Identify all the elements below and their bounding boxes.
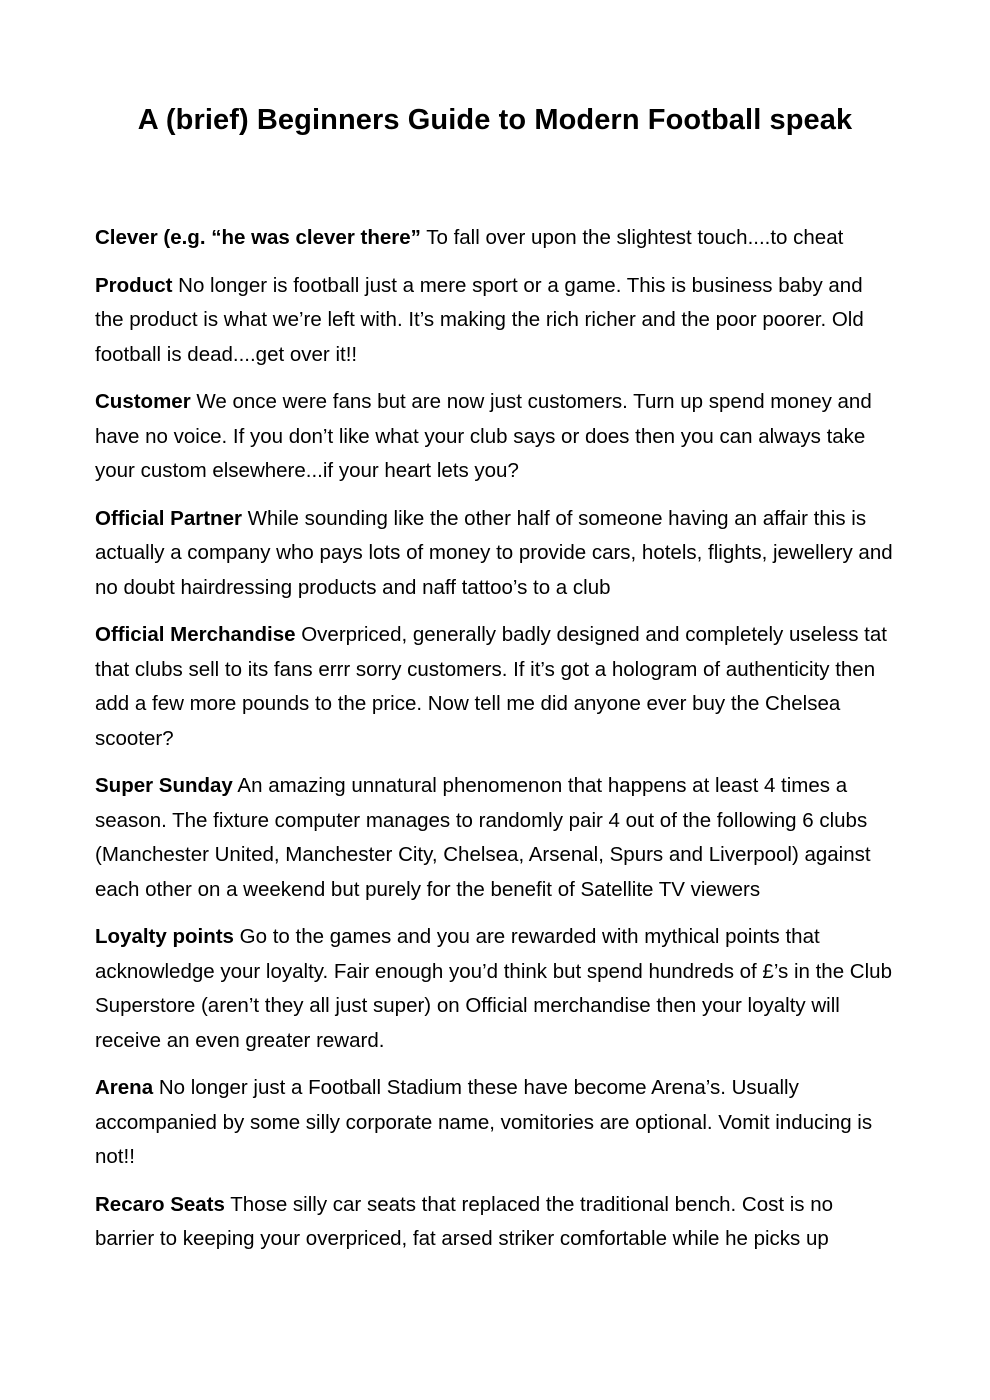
glossary-definition: Go to the games and you are rewarded with mythical points that acknowledge your loyalty. Fair enough you’d think but spend hundreds of £’s in the Club Superstore (aren’t they all just super) on Official merchandise then your loyalty will receive an even greater reward. [95,925,892,1052]
glossary-term: Super Sunday [95,774,233,797]
glossary-definition: An amazing unnatural phenomenon that happens at least 4 times a season. The fixture computer manages to randomly pair 4 out of the following 6 clubs (Manchester United, Manchester City, Chelsea, Arsenal, Spurs and Liverpool) against each other on a weekend but purely for the benefit of Satellite TV viewers [95,774,871,901]
glossary-entry-official-partner [95,502,895,606]
glossary-term: Arena [95,1076,154,1099]
glossary-entry-super-sunday [95,769,895,907]
glossary-entry-loyalty-points [95,920,895,1058]
glossary-list [95,221,895,1270]
glossary-entry-product [95,269,895,373]
glossary-definition: While sounding like the other half of someone having an affair this is actually a company who pays lots of money to provide cars, hotels, flights, jewellery and no doubt hairdressing products and naff tattoo’s to a club [95,506,893,599]
glossary-term: Official Merchandise [95,623,296,646]
glossary-definition: We once were fans but are now just customers. Turn up spend money and have no voice. If you don’t like what your club says or does then you can always take your custom elsewhere...if your heart lets you? [95,390,872,482]
glossary-term: Recaro Seats [95,1192,225,1216]
glossary-term: Loyalty points [95,925,234,948]
glossary-definition: No longer is football just a mere sport or a game. This is business baby and the product is what we’re left with. It’s making the rich richer and the poor poorer. Old football is dead....get over it!! [95,273,864,366]
glossary-term: Clever (e.g. “he was clever there” [95,226,421,249]
glossary-definition: Overpriced, generally badly designed and completely useless tat that clubs sell to its fans errr sorry customers. If it’s got a hologram of authenticity then add a few more pounds to the price. Now tell me did anyone ever buy the Chelsea scooter? [95,623,887,750]
glossary-entry-recaro-seats [95,1188,895,1257]
glossary-definition: No longer just a Football Stadium these have become Arena’s. Usually accompanied by some silly corporate name, vomitories are optional. Vomit inducing is not!! [95,1076,873,1168]
glossary-term: Official Partner [95,506,242,530]
glossary-term: Customer [95,390,191,413]
glossary-definition: Those silly car seats that replaced the traditional bench. Cost is no barrier to keeping your overpriced, fat arsed striker comfortable while he picks up [95,1192,834,1250]
glossary-entry-clever [95,221,895,256]
glossary-entry-customer [95,385,895,489]
glossary-entry-arena [95,1071,895,1175]
page-title: A (brief) Beginners Guide to Modern Football speak [137,104,853,136]
glossary-entry-official-merchandise [95,618,895,756]
glossary-definition: To fall over upon the slightest touch....to cheat [426,226,844,249]
glossary-term: Product [95,273,173,297]
